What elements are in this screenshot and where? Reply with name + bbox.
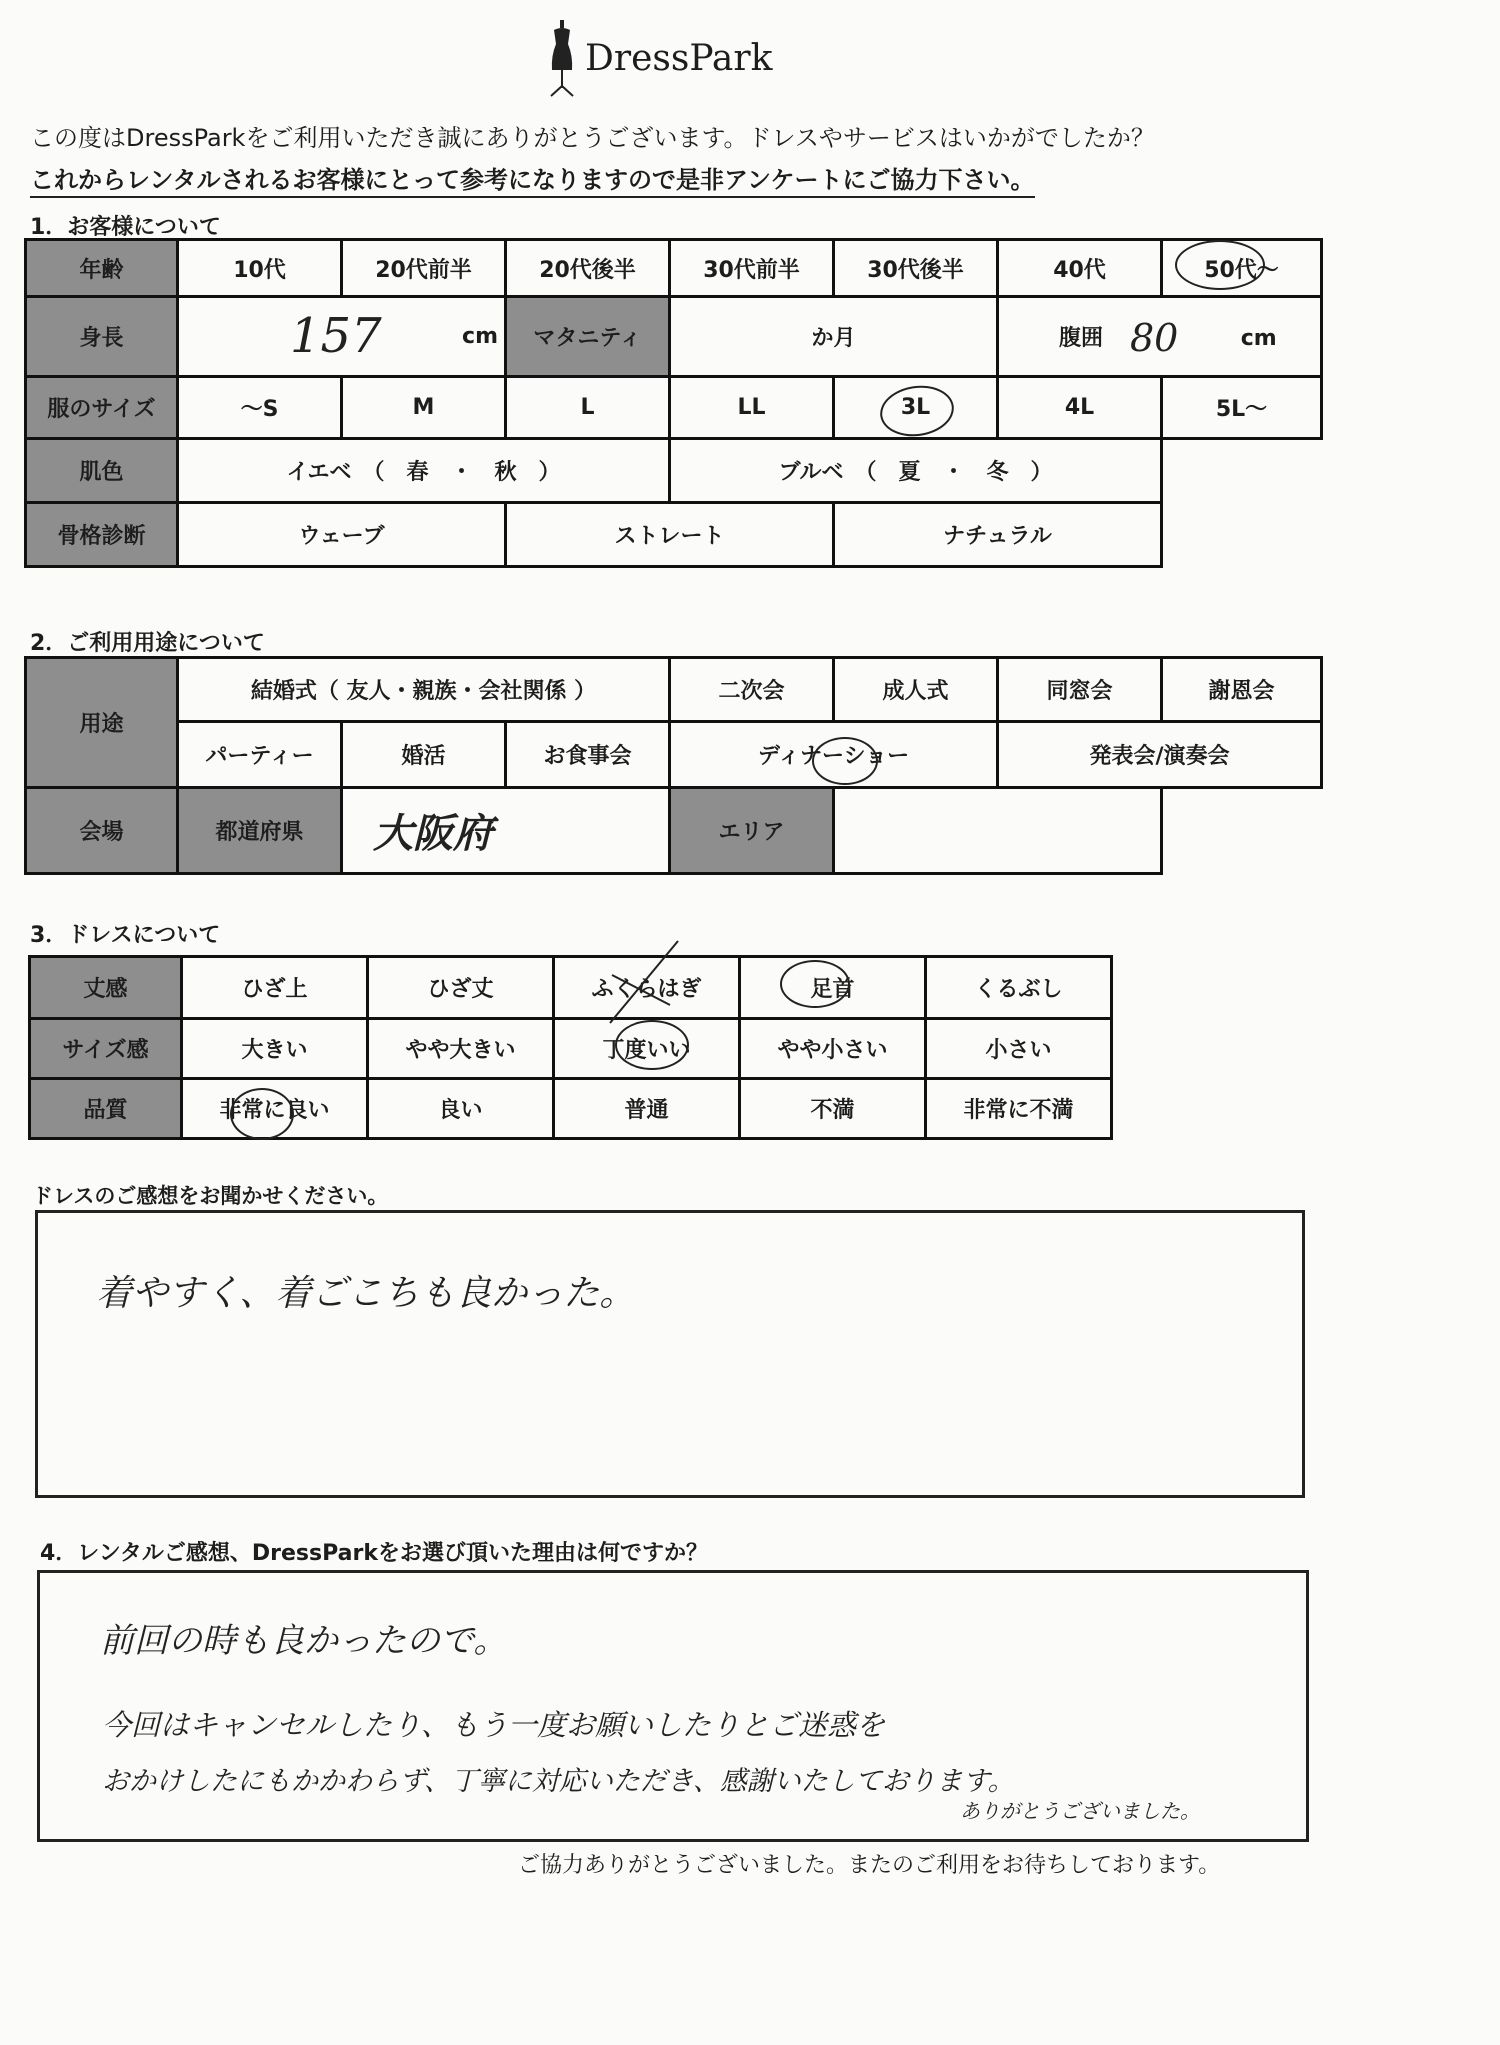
size-option[interactable]: 5L～ [1162,377,1322,439]
frame-option[interactable]: ナチュラル [834,503,1162,567]
length-option[interactable]: ひざ丈 [368,957,554,1019]
reason-line-1: 前回の時も良かったので。 [100,1621,508,1661]
usage-option[interactable]: パーティー [178,722,342,788]
quality-label: 品質 [30,1079,182,1139]
size-option[interactable]: L [506,377,670,439]
usage-option[interactable]: 謝恩会 [1162,658,1322,722]
reason-line-3: おかけしたにもかかわらず、丁寧に対応いただき、感謝いたしております。 [102,1766,1015,1797]
fit-option[interactable]: やや大きい [368,1019,554,1079]
maternity-label: マタニティ [506,297,670,377]
quality-option[interactable]: 非常に不満 [926,1079,1112,1139]
frame-label: 骨格診断 [26,503,178,567]
fit-option[interactable]: 小さい [926,1019,1112,1079]
dress-table [28,955,1113,1140]
usage-table [24,656,1323,875]
age-row [26,240,1322,297]
waist-handwritten: 80 [1130,316,1179,360]
body-row [26,297,1322,377]
usage-row-1 [26,658,1322,722]
quality-option-selected[interactable]: 非常に良い [182,1079,368,1139]
section4-title: 4．レンタルご感想、DressParkをお選び頂いた理由は何ですか？ [40,1541,708,1566]
prefecture-label: 都道府県 [178,788,342,874]
age-option[interactable]: 40代 [998,240,1162,297]
height-unit: cm [178,297,506,377]
age-option[interactable]: 10代 [178,240,342,297]
length-option[interactable]: ひざ上 [182,957,368,1019]
size-label: 服のサイズ [26,377,178,439]
age-selection-circle [1175,240,1265,290]
reason-line-4: ありがとうございました。 [960,1799,1200,1823]
area-label: エリア [670,788,834,874]
usage-label: 用途 [26,658,178,788]
height-label: 身長 [26,297,178,377]
frame-option[interactable]: ウェーブ [178,503,506,567]
age-option[interactable]: 20代後半 [506,240,670,297]
section3-title: 3．ドレスについて [30,923,221,948]
quality-option[interactable]: 普通 [554,1079,740,1139]
size-option-selected[interactable]: 3L [834,377,998,439]
skin-label: 肌色 [26,439,178,503]
usage-option[interactable]: 婚活 [342,722,506,788]
usage-option[interactable]: 二次会 [670,658,834,722]
length-row [30,957,1112,1019]
section1-title: 1．お客様について [30,215,221,240]
quality-option[interactable]: 不満 [740,1079,926,1139]
fit-option-selected[interactable]: 丁度いい [554,1019,740,1079]
area-value[interactable] [834,788,1162,874]
size-option[interactable]: M [342,377,506,439]
prefecture-handwritten: 大阪府 [373,810,493,857]
customer-table [24,238,1323,568]
quality-selection-circle [230,1088,294,1140]
skin-row [26,439,1322,503]
size-option[interactable]: LL [670,377,834,439]
fit-label: サイズ感 [30,1019,182,1079]
intro-text: この度はDressParkをご利用いただき誠にありがとうございます。ドレスやサービスはいかがでしたか？ [30,124,1155,152]
usage-option-selected[interactable]: ディナーショー [670,722,998,788]
crossed-out-mark [600,935,690,1035]
dress-comment-question: ドレスのご感想をお聞かせください。 [32,1184,389,1208]
fit-option[interactable]: 大きい [182,1019,368,1079]
fit-option[interactable]: やや小さい [740,1019,926,1079]
dress-comment-box[interactable] [35,1210,1305,1498]
footer-thanks: ご協力ありがとうございました。またのご利用をお待ちしております。 [518,1853,1221,1878]
height-handwritten: 157 [290,308,382,364]
usage-option[interactable]: 同窓会 [998,658,1162,722]
size-option[interactable]: 4L [998,377,1162,439]
size-option[interactable]: ～S [178,377,342,439]
age-option-selected[interactable]: 50代～ [1162,240,1322,297]
age-option[interactable]: 20代前半 [342,240,506,297]
size-row [26,377,1322,439]
reason-line-2: 今回はキャンセルしたり、もう一度お願いしたりとご迷惑を [102,1708,886,1742]
frame-option[interactable]: ストレート [506,503,834,567]
maternity-unit[interactable]: か月 [670,297,998,377]
usage-selection-circle [812,737,878,785]
reason-comment-box[interactable] [37,1570,1309,1842]
length-label: 丈感 [30,957,182,1019]
prefecture-value-cell[interactable] [342,788,670,874]
dress-form-icon [545,18,579,98]
usage-row-2 [26,722,1322,788]
quality-row [30,1079,1112,1139]
waist-label: 腹囲 [1059,326,1104,351]
intro-request: これからレンタルされるお客様にとって参考になりますので是非アンケートにご協力下さい。 [30,160,1035,198]
age-label: 年齢 [26,240,178,297]
length-option[interactable]: くるぶし [926,957,1112,1019]
length-selection-circle [780,960,850,1008]
quality-option[interactable]: 良い [368,1079,554,1139]
venue-row [26,788,1322,874]
brand-logo [545,18,772,98]
age-option[interactable]: 30代前半 [670,240,834,297]
venue-label: 会場 [26,788,178,874]
skin-option[interactable]: ブルベ （ 夏 ・ 冬 ） [670,439,1162,503]
fit-row [30,1019,1112,1079]
dress-comment-handwritten: 着やすく、着ごこちも良かった。 [96,1273,636,1314]
frame-row [26,503,1322,567]
usage-option[interactable]: 結婚式（ 友人・親族・会社関係 ） [178,658,670,722]
brand-name: DressPark [585,37,773,79]
skin-option[interactable]: イエベ （ 春 ・ 秋 ） [178,439,670,503]
section2-title: 2．ご利用用途について [30,631,265,656]
usage-option[interactable]: 成人式 [834,658,998,722]
length-option-selected[interactable]: 足首 [740,957,926,1019]
usage-option[interactable]: お食事会 [506,722,670,788]
age-option[interactable]: 30代後半 [834,240,998,297]
usage-option[interactable]: 発表会/演奏会 [998,722,1322,788]
length-option[interactable]: ふくらはぎ [554,957,740,1019]
waist-unit: cm [1240,326,1277,351]
